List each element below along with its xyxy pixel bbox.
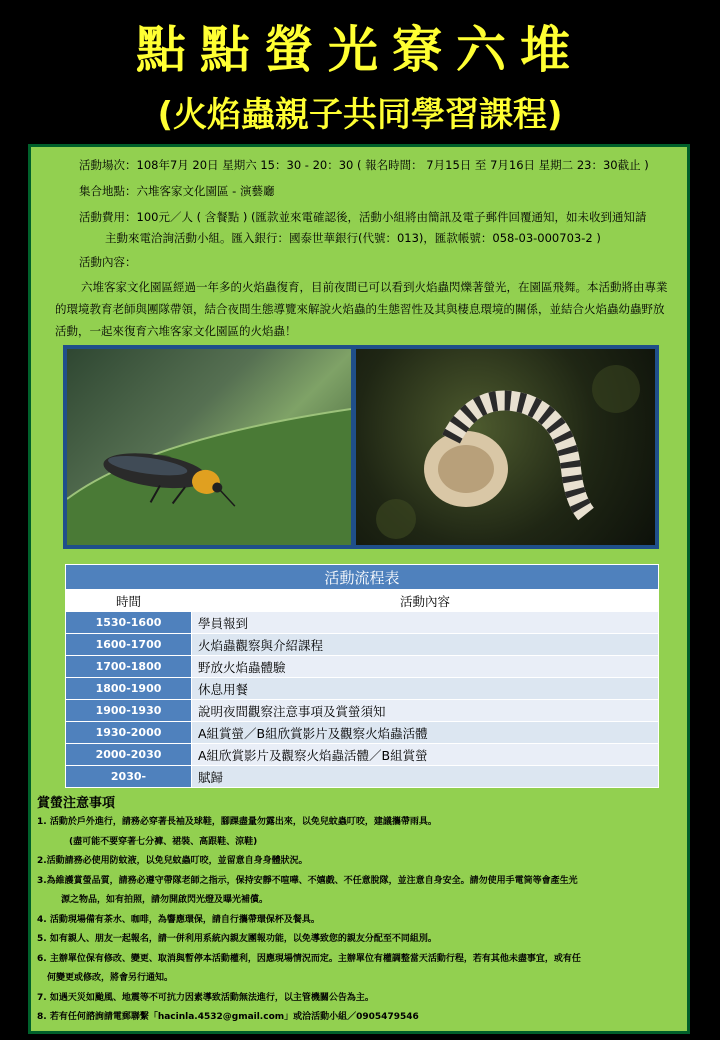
note-item: 4. 活動現場備有茶水、咖啡，為響應環保，請自行攜帶環保杯及餐具。 bbox=[37, 914, 320, 925]
event-info bbox=[55, 155, 679, 342]
row-time: 2000-2030 bbox=[66, 744, 192, 766]
row-activity: 休息用餐 bbox=[192, 678, 659, 700]
row-time: 1700-1800 bbox=[66, 656, 192, 678]
note-item: 1. 活動於戶外進行，請務必穿著長袖及球鞋，腳踝盡量勿露出來，以免兒蚊蟲叮咬，建議攜帶雨具。 bbox=[37, 817, 437, 827]
row-activity: A組賞螢／B組欣賞影片及觀察火焰蟲活體 bbox=[192, 722, 659, 744]
schedule-table bbox=[65, 564, 659, 788]
event-session: 活動場次：108年7月 20日 星期六 15：30 - 20：30 ( 報名時間： 7月15日 至 7月16日 星期二 23：30截止 ) bbox=[79, 158, 649, 172]
note-item: 何變更或修改，將會另行通知。 bbox=[47, 973, 174, 983]
row-activity: 說明夜間觀察注意事項及賞螢須知 bbox=[192, 700, 659, 722]
row-time: 1900-1930 bbox=[66, 700, 192, 722]
note-item: 6. 主辦單位保有修改、變更、取消與暫停本活動權利，因應現場情況而定。主辦單位有權調整當天活動行程，若有其他未盡事宜，或有任 bbox=[37, 953, 581, 964]
note-item: 源之物品，如有拍照，請勿開啟閃光燈及曝光補償。 bbox=[61, 895, 269, 905]
table-row bbox=[66, 722, 659, 744]
event-content-label: 活動內容： bbox=[79, 255, 137, 269]
col-header-time: 時間 bbox=[66, 590, 192, 612]
col-header-content: 活動內容 bbox=[192, 590, 659, 612]
note-item: 3.為維護賞螢品質，請務必遵守帶隊老師之指示，保持安靜不喧嘩、不嬉戲、不任意脫隊，並注意自身安全。請勿使用手電筒等會產生光 bbox=[37, 875, 578, 886]
row-activity: A組欣賞影片及觀察火焰蟲活體／B組賞螢 bbox=[192, 744, 659, 766]
table-row bbox=[66, 612, 659, 634]
page-subtitle: (火焰蟲親子共同學習課程) bbox=[157, 95, 563, 135]
firefly-adult-photo bbox=[67, 349, 351, 545]
note-item: 8. 若有任何諮詢請電郵聯繫「hacinla.4532@gmail.com」或洽活動小組／0905479546 bbox=[37, 1012, 419, 1022]
table-row bbox=[66, 744, 659, 766]
row-time: 1600-1700 bbox=[66, 634, 192, 656]
row-time: 2030- bbox=[66, 766, 192, 788]
event-fee-detail: 主動來電洽詢活動小組。匯入銀行：國泰世華銀行(代號：013)，匯款帳號：058-03-000703-2 ) bbox=[105, 231, 601, 245]
table-row bbox=[66, 634, 659, 656]
notes-section bbox=[37, 795, 687, 1028]
event-location: 集合地點：六堆客家文化園區 - 演藝廳 bbox=[79, 184, 275, 198]
note-item: 2.活動請務必使用防蚊液，以免兒蚊蟲叮咬，並留意自身身體狀況。 bbox=[37, 856, 308, 866]
schedule-title: 活動流程表 bbox=[66, 565, 659, 590]
table-row bbox=[66, 700, 659, 722]
photo-strip bbox=[63, 345, 659, 549]
row-time: 1930-2000 bbox=[66, 722, 192, 744]
row-activity: 賦歸 bbox=[192, 766, 659, 788]
event-content: 六堆客家文化園區經過一年多的火焰蟲復育，目前夜間已可以看到火焰蟲閃爍著螢光，在園區飛舞。本活動將由專業的環境教育老師與團隊帶領，結合夜間生態導覽來解說火焰蟲的生態習性及其與棲息環境的關係，並結合火焰蟲幼蟲野放活動，一起來復育六堆客家文化園區的火焰蟲！ bbox=[55, 280, 668, 338]
row-activity: 火焰蟲觀察與介紹課程 bbox=[192, 634, 659, 656]
notes-heading: 賞螢注意事項 bbox=[37, 796, 116, 811]
row-activity: 野放火焰蟲體驗 bbox=[192, 656, 659, 678]
note-item: 7. 如遇天災如颱風、地震等不可抗力因素導致活動無法進行，以主管機關公告為主。 bbox=[37, 992, 374, 1003]
table-row bbox=[66, 678, 659, 700]
note-item: (盡可能不要穿著七分褲、裙裝、高跟鞋、涼鞋) bbox=[69, 836, 258, 847]
table-row bbox=[66, 766, 659, 788]
row-time: 1530-1600 bbox=[66, 612, 192, 634]
table-row bbox=[66, 656, 659, 678]
row-activity: 學員報到 bbox=[192, 612, 659, 634]
content-panel bbox=[28, 144, 690, 1034]
note-item: 5. 如有親人、朋友一起報名，請一併利用系統內親友團報功能，以免導致您的親友分配至不同組別。 bbox=[37, 934, 437, 944]
firefly-larva-photo bbox=[356, 349, 655, 545]
row-time: 1800-1900 bbox=[66, 678, 192, 700]
event-fee: 活動費用：100元／人 ( 含餐點 ) (匯款並來電確認後，活動小組將由簡訊及電子郵件回覆通知，如未收到通知請 bbox=[79, 210, 647, 224]
page-title: 點點螢光寮六堆 bbox=[136, 21, 584, 79]
